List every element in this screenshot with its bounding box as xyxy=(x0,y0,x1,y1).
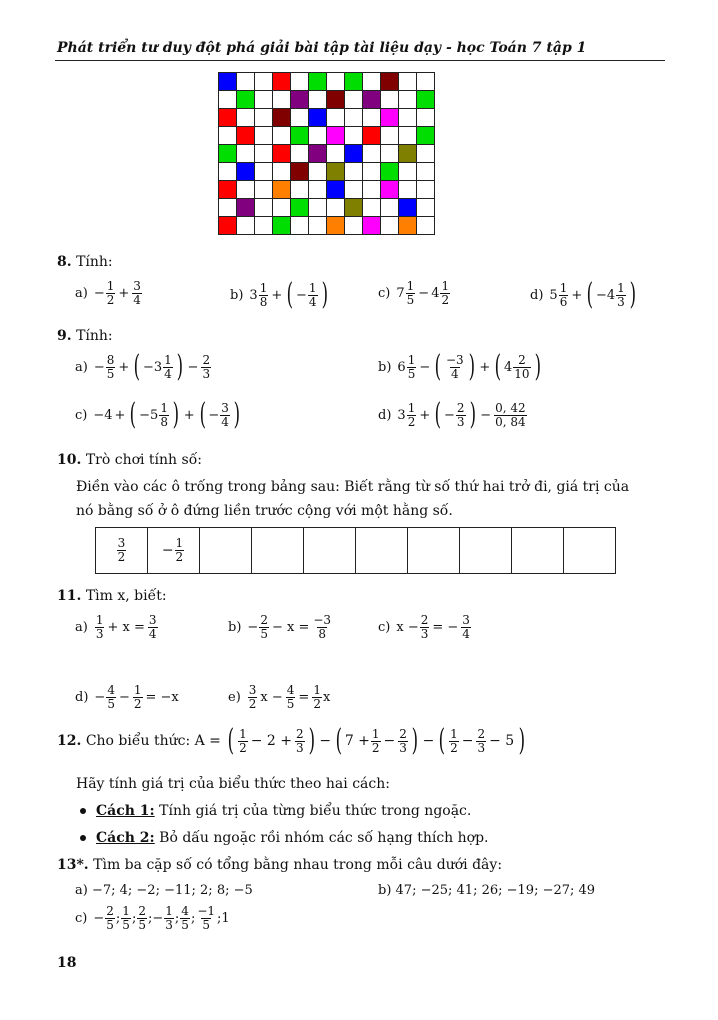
grid-cell xyxy=(237,181,255,199)
grid-cell xyxy=(255,145,273,163)
grid-cell xyxy=(255,217,273,235)
grid-cell xyxy=(417,109,435,127)
grid-cell xyxy=(345,109,363,127)
grid-cell xyxy=(345,73,363,91)
ex8-heading: 8. Tính: xyxy=(57,254,113,270)
grid-cell xyxy=(237,109,255,127)
grid-cell xyxy=(327,199,345,217)
grid-cell xyxy=(363,181,381,199)
ex11-a: a) $\frac{1}{3}$ + x = $\frac{3}{4}$ xyxy=(75,613,157,641)
header-rule xyxy=(55,60,665,61)
ex9-heading: 9. Tính: xyxy=(57,328,113,344)
grid-cell xyxy=(381,181,399,199)
grid-cell xyxy=(363,109,381,127)
grid-cell xyxy=(237,91,255,109)
grid-cell xyxy=(291,109,309,127)
grid-cell xyxy=(273,199,291,217)
ex10-heading: 10. Trò chơi tính số: xyxy=(57,452,202,468)
grid-row xyxy=(219,163,435,181)
grid-cell xyxy=(237,217,255,235)
grid-cell xyxy=(219,91,237,109)
grid-cell xyxy=(327,145,345,163)
grid-cell xyxy=(345,91,363,109)
grid-cell xyxy=(309,163,327,181)
grid-cell xyxy=(327,127,345,145)
ex12-intro: Hãy tính giá trị của biểu thức theo hai cách: xyxy=(76,776,390,792)
grid-cell xyxy=(381,91,399,109)
grid-cell xyxy=(291,217,309,235)
color-grid xyxy=(218,72,435,235)
grid-cell xyxy=(381,109,399,127)
grid-cell xyxy=(219,199,237,217)
ex8-c: c) 7 $\frac{1}{5}$ − 4 $\frac{1}{2}$ xyxy=(378,279,450,307)
grid-cell xyxy=(273,145,291,163)
grid-cell xyxy=(327,91,345,109)
grid-cell xyxy=(363,145,381,163)
grid-cell xyxy=(363,199,381,217)
grid-row xyxy=(219,109,435,127)
grid-cell xyxy=(291,163,309,181)
grid-cell xyxy=(327,109,345,127)
grid-cell xyxy=(255,163,273,181)
bullet-icon xyxy=(80,808,86,814)
grid-cell xyxy=(273,91,291,109)
ex11-d: d) − $\frac{4}{5}$ − $\frac{1}{2}$ = −x xyxy=(75,683,179,711)
grid-cell xyxy=(219,181,237,199)
grid-cell xyxy=(255,181,273,199)
grid-cell xyxy=(399,163,417,181)
grid-cell xyxy=(291,127,309,145)
grid-cell xyxy=(399,73,417,91)
grid-row xyxy=(219,199,435,217)
grid-cell xyxy=(219,217,237,235)
seq-cell-empty[interactable] xyxy=(200,528,252,574)
grid-cell xyxy=(309,91,327,109)
grid-cell xyxy=(273,181,291,199)
ex9-c: c) −4 + ( −5 $\frac{1}{8}$ ) + ( − $\frac{3}{4}$ ) xyxy=(75,397,240,432)
grid-cell xyxy=(345,199,363,217)
page-number: 18 xyxy=(57,955,77,971)
grid-cell xyxy=(237,145,255,163)
sequence-table xyxy=(95,527,616,574)
grid-cell xyxy=(417,91,435,109)
grid-cell xyxy=(255,127,273,145)
grid-row xyxy=(219,217,435,235)
grid-cell xyxy=(309,127,327,145)
grid-cell xyxy=(417,127,435,145)
ex13-a: a) −7; 4; −2; −11; 2; 8; −5 xyxy=(75,883,253,898)
grid-row xyxy=(219,145,435,163)
seq-cell-empty[interactable] xyxy=(564,528,616,574)
grid-cell xyxy=(363,163,381,181)
grid-cell xyxy=(345,145,363,163)
grid-cell xyxy=(219,73,237,91)
ex9-d: d) 3 $\frac{1}{2}$ + ( − $\frac{2}{3}$ ) − $\frac{0, 42}{0, 84}$ xyxy=(378,397,526,432)
bullet-icon xyxy=(80,835,86,841)
grid-cell xyxy=(291,181,309,199)
grid-row xyxy=(219,127,435,145)
page-header: Phát triển tư duy đột phá giải bài tập tài liệu dạy - học Toán 7 tập 1 xyxy=(57,40,587,56)
ex9-a: a) − $\frac{8}{5}$ + ( −3 $\frac{1}{4}$ ) − $\frac{2}{3}$ xyxy=(75,349,211,384)
grid-cell xyxy=(345,127,363,145)
grid-cell xyxy=(381,217,399,235)
grid-cell xyxy=(381,163,399,181)
ex11-heading: 11. Tìm x, biết: xyxy=(57,588,167,604)
grid-cell xyxy=(291,145,309,163)
seq-cell-empty[interactable] xyxy=(460,528,512,574)
grid-cell xyxy=(219,109,237,127)
grid-cell xyxy=(417,181,435,199)
ex10-line2: nó bằng số ở ô đứng liền trước cộng với một hằng số. xyxy=(76,503,453,519)
seq-cell-empty[interactable] xyxy=(252,528,304,574)
grid-cell xyxy=(399,109,417,127)
grid-cell xyxy=(399,145,417,163)
grid-cell xyxy=(255,199,273,217)
grid-cell xyxy=(255,73,273,91)
grid-cell xyxy=(273,217,291,235)
grid-cell xyxy=(363,91,381,109)
grid-cell xyxy=(273,127,291,145)
grid-cell xyxy=(273,163,291,181)
grid-row xyxy=(219,91,435,109)
seq-cell-empty[interactable] xyxy=(304,528,356,574)
seq-cell-1: $\frac{3}{2}$ xyxy=(96,528,148,574)
grid-cell xyxy=(291,73,309,91)
grid-cell xyxy=(345,217,363,235)
grid-cell xyxy=(237,199,255,217)
ex13-c: c) − $\frac{2}{5}$ ; $\frac{1}{5}$ ; $\frac{2}{5}$ ; − $\frac{1}{3}$ ; $\frac{4}{5}$ ; $\frac{-1}{5}$ ; 1 xyxy=(75,904,230,932)
grid-cell xyxy=(237,73,255,91)
ex12-way2: Cách 2: Bỏ dấu ngoặc rồi nhóm các số hạng thích hợp. xyxy=(80,830,489,846)
grid-cell xyxy=(399,91,417,109)
grid-cell xyxy=(417,73,435,91)
grid-cell xyxy=(237,163,255,181)
ex9-b: b) 6 $\frac{1}{5}$ − ( $\frac{-3}{4}$ ) + ( 4 $\frac{2}{10}$ ) xyxy=(378,349,541,384)
ex11-b: b) − $\frac{2}{5}$ − x = $\frac{-3}{8}$ xyxy=(228,613,332,641)
ex12-heading: 12. Cho biểu thức: A = ( $\frac{1}{2}$ − 2 + $\frac{2}{3}$ ) − ( 7 + $\frac{1}{2}$ − $\frac{2}{3}$ ) − ( $\frac{1}{2}$ − $\frac{2}{3}$ − 5 ) xyxy=(57,723,526,758)
grid-cell xyxy=(381,127,399,145)
grid-cell xyxy=(219,127,237,145)
grid-cell xyxy=(309,145,327,163)
grid-cell xyxy=(399,199,417,217)
grid-cell xyxy=(291,91,309,109)
ex8-b: b) 3 $\frac{1}{8}$ + ( − $\frac{1}{4}$ ) xyxy=(230,277,328,312)
grid-cell xyxy=(219,163,237,181)
grid-cell xyxy=(399,127,417,145)
grid-cell xyxy=(417,217,435,235)
grid-cell xyxy=(381,73,399,91)
ex11-e: e) $\frac{3}{2}$ x − $\frac{4}{5}$ = $\frac{1}{2}$ x xyxy=(228,683,331,711)
seq-cell-empty[interactable] xyxy=(408,528,460,574)
grid-cell xyxy=(327,181,345,199)
grid-cell xyxy=(309,109,327,127)
grid-cell xyxy=(381,145,399,163)
grid-cell xyxy=(273,73,291,91)
grid-cell xyxy=(309,181,327,199)
grid-cell xyxy=(255,109,273,127)
grid-cell xyxy=(309,199,327,217)
ex10-line1: Điền vào các ô trống trong bảng sau: Biết rằng từ số thứ hai trở đi, giá trị của xyxy=(76,479,630,495)
grid-cell xyxy=(327,217,345,235)
grid-cell xyxy=(363,73,381,91)
grid-cell xyxy=(417,145,435,163)
ex13-heading: 13*. Tìm ba cặp số có tổng bằng nhau trong mỗi câu dưới đây: xyxy=(57,857,503,873)
grid-cell xyxy=(399,181,417,199)
seq-cell-2: − $\frac{1}{2}$ xyxy=(148,528,200,574)
grid-cell xyxy=(237,127,255,145)
ex13-b: b) 47; −25; 41; 26; −19; −27; 49 xyxy=(378,883,596,898)
grid-cell xyxy=(363,127,381,145)
ex12-way1: Cách 1: Tính giá trị của từng biểu thức trong ngoặc. xyxy=(80,803,471,819)
ex11-c: c) x − $\frac{2}{3}$ = − $\frac{3}{4}$ xyxy=(378,613,470,641)
grid-cell xyxy=(417,199,435,217)
seq-cell-empty[interactable] xyxy=(512,528,564,574)
grid-cell xyxy=(363,217,381,235)
ex8-d: d) 5 $\frac{1}{6}$ + ( −4 $\frac{1}{3}$ ) xyxy=(530,277,636,312)
ex8-a: a) − $\frac{1}{2}$ + $\frac{3}{4}$ xyxy=(75,279,141,307)
grid-cell xyxy=(417,163,435,181)
grid-cell xyxy=(309,73,327,91)
grid-cell xyxy=(399,217,417,235)
grid-cell xyxy=(309,217,327,235)
grid-cell xyxy=(291,199,309,217)
grid-cell xyxy=(345,163,363,181)
grid-cell xyxy=(327,73,345,91)
grid-cell xyxy=(219,145,237,163)
grid-row xyxy=(219,73,435,91)
grid-cell xyxy=(255,91,273,109)
grid-cell xyxy=(381,199,399,217)
grid-cell xyxy=(345,181,363,199)
grid-row xyxy=(219,181,435,199)
grid-cell xyxy=(273,109,291,127)
grid-cell xyxy=(327,163,345,181)
seq-cell-empty[interactable] xyxy=(356,528,408,574)
